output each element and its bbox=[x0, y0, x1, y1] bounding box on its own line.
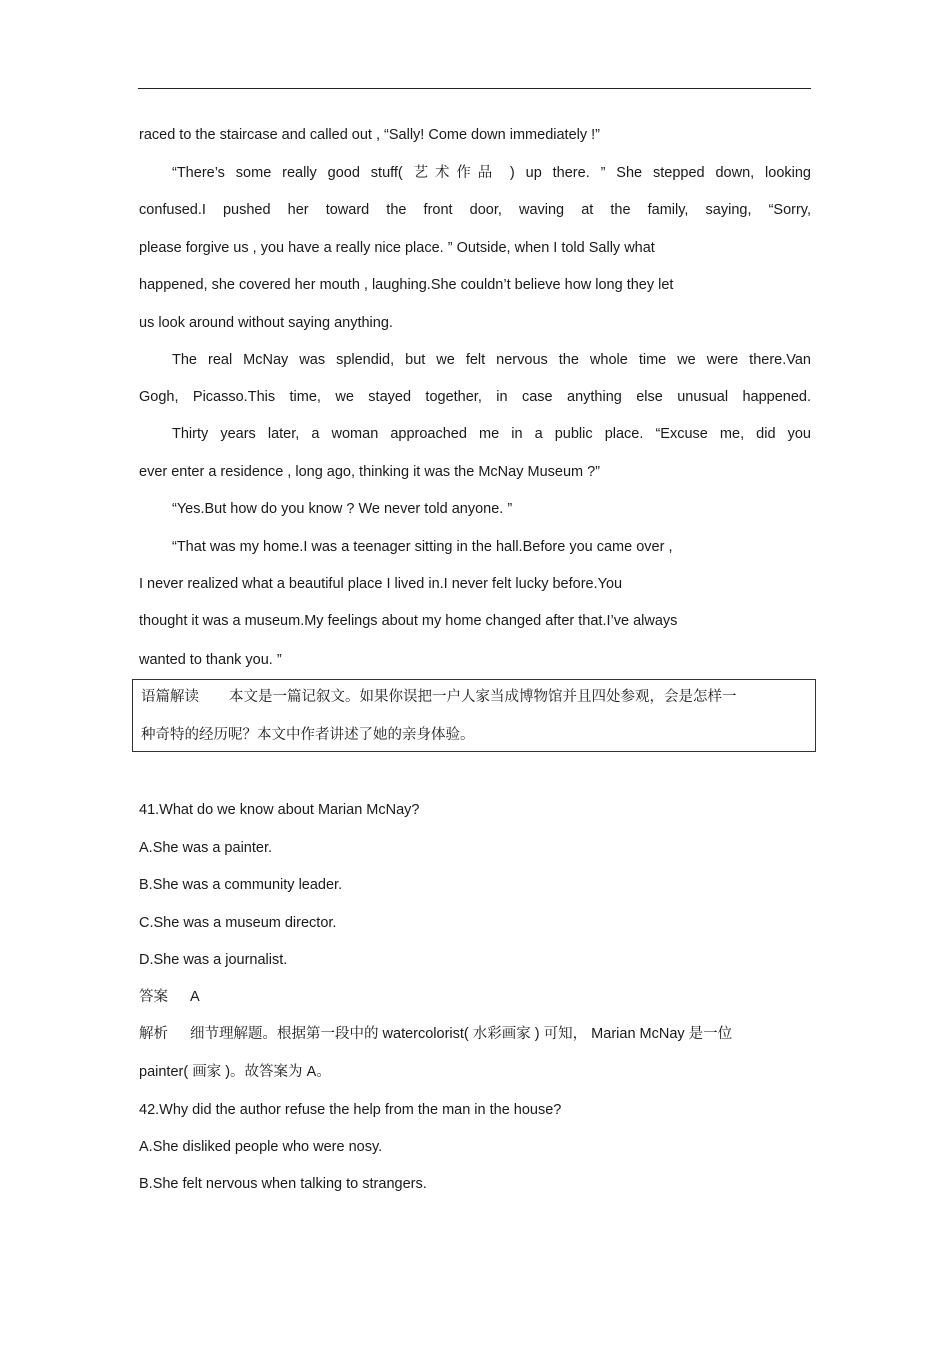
answer-value: A bbox=[190, 989, 200, 1005]
option-a: A.She disliked people who were nosy. bbox=[139, 1139, 383, 1155]
reading-note-text: 本文是一篇记叙文。如果你误把一户人家当成博物馆并且四处参观，会是怎样一 bbox=[229, 689, 737, 705]
option-a: A.She was a painter. bbox=[139, 840, 272, 856]
question-41: 41.What do we know about Marian McNay? bbox=[139, 802, 420, 818]
answer-label: 答案 bbox=[139, 989, 168, 1005]
reading-note-line: 种奇特的经历呢？本文中作者讲述了她的亲身体验。 bbox=[141, 727, 475, 743]
analysis-line: painter( 画家 )。故答案为 A。 bbox=[139, 1064, 331, 1080]
passage-line: thought it was a museum.My feelings about my home changed after that.I’ve always bbox=[139, 613, 678, 629]
reading-note-box bbox=[132, 679, 816, 752]
passage-line: The real McNay was splendid, but we felt nervous the whole time we were there.Van bbox=[172, 352, 811, 368]
header-rule bbox=[138, 88, 811, 89]
passage-line: wanted to thank you. ” bbox=[139, 652, 282, 668]
question-42: 42.Why did the author refuse the help from the man in the house? bbox=[139, 1102, 562, 1118]
reading-note-label: 语篇解读 bbox=[141, 689, 199, 705]
passage-line: raced to the staircase and called out , “Sally! Come down immediately !” bbox=[139, 127, 600, 143]
passage-line: I never realized what a beautiful place I lived in.I never felt lucky before.You bbox=[139, 576, 623, 592]
passage-line: Gogh, Picasso.This time, we stayed together, in case anything else unusual happened. bbox=[139, 389, 811, 405]
passage-line: “Yes.But how do you know ? We never told anyone. ” bbox=[172, 501, 513, 517]
answer-line bbox=[139, 987, 811, 1007]
passage-line: us look around without saying anything. bbox=[139, 315, 393, 331]
analysis-line bbox=[139, 1024, 811, 1044]
option-d: D.She was a journalist. bbox=[139, 952, 288, 968]
passage-line: confused.I pushed her toward the front door, waving at the family, saying, “Sorry, bbox=[139, 202, 811, 218]
reading-note-line bbox=[141, 687, 737, 707]
passage-line: Thirty years later, a woman approached me in a public place. “Excuse me, did you bbox=[172, 426, 811, 442]
option-c: C.She was a museum director. bbox=[139, 915, 337, 931]
option-b: B.She was a community leader. bbox=[139, 877, 343, 893]
analysis-label: 解析 bbox=[139, 1026, 168, 1042]
passage-line: happened, she covered her mouth , laughing.She couldn’t believe how long they let bbox=[139, 277, 674, 293]
passage-line: “That was my home.I was a teenager sitting in the hall.Before you came over , bbox=[172, 539, 673, 555]
passage-line: please forgive us , you have a really nice place. ” Outside, when I told Sally what bbox=[139, 240, 655, 256]
passage-line: ever enter a residence , long ago, thinking it was the McNay Museum ?” bbox=[139, 464, 601, 480]
analysis-text: 细节理解题。根据第一段中的 watercolorist( 水彩画家 ) 可知， Marian McNay 是一位 bbox=[190, 1026, 733, 1042]
passage-line: “There’s some really good stuff( 艺术作品 ) up there. ” She stepped down, looking bbox=[172, 165, 811, 181]
option-b: B.She felt nervous when talking to strangers. bbox=[139, 1176, 427, 1192]
